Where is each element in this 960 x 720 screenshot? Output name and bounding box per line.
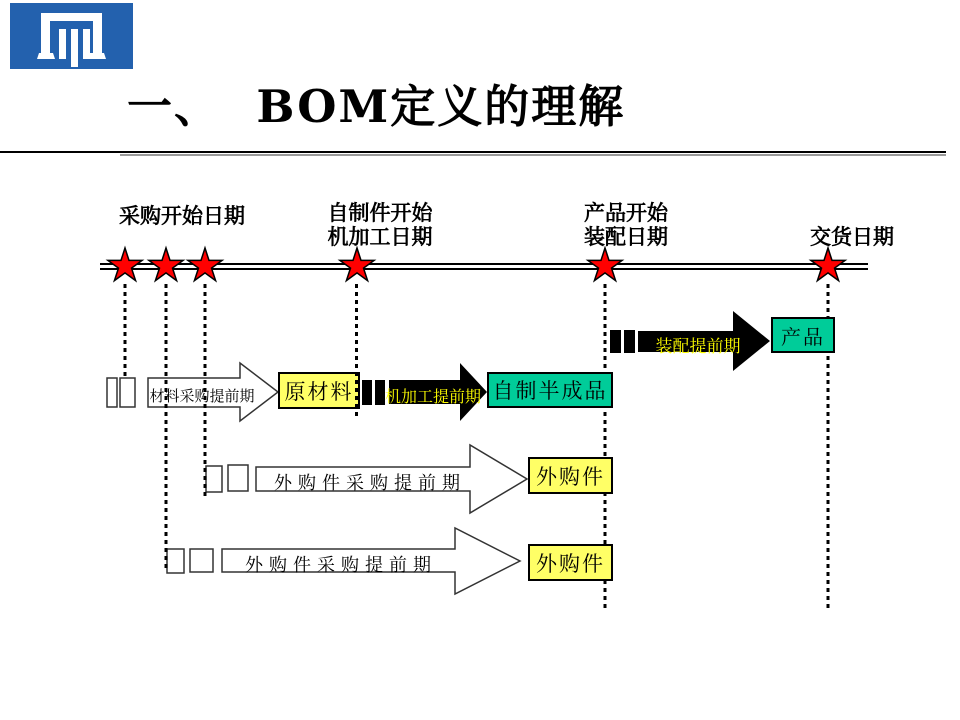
red-star-icon [108,248,142,281]
milestone-label-line2: 装配日期 [584,226,668,249]
material-lead-label: 材料采购提前期 [149,388,255,405]
milestone-label-line1: 产品开始 [584,202,668,225]
assembly-lead-label: 装配提前期 [655,337,741,356]
milestone-label-delivery: 交货日期 [810,226,894,249]
purchased-parts-box-1: 外购件 [528,457,613,494]
red-star-icon [588,248,622,281]
milestone-drop-line-machining [355,284,358,416]
red-star-icon [340,248,374,281]
semi-finished-box: 自制半成品 [487,372,613,408]
milestone-label-purchase-start: 采购开始日期 [119,205,245,228]
purchased-parts-box-2: 外购件 [528,544,613,581]
milestone-label-assembly-start [574,202,678,250]
raw-material-box: 原材料 [278,372,360,409]
page-title: 一、 BOM定义的理解 [127,80,626,133]
purchased-lead-label-2: 外购件采购提前期 [245,555,437,575]
milestone-label-line1: 自制件开始 [327,202,433,225]
machining-lead-label: 机加工提前期 [384,389,481,406]
red-star-icon [149,248,183,281]
purchased-lead-label-1: 外购件采购提前期 [274,473,466,493]
product-box: 产品 [771,317,835,353]
red-star-icon [811,248,845,281]
milestone-label-machining-start [314,202,446,250]
red-star-icon [188,248,222,281]
milestone-label-line2: 机加工日期 [327,226,433,249]
